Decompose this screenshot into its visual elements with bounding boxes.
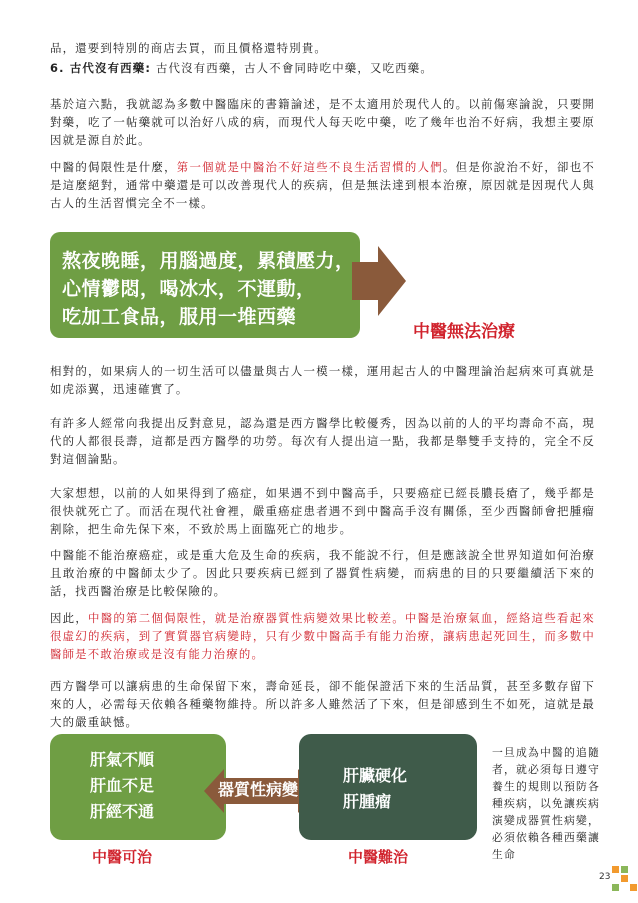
paragraph-2-part-a: 中醫的侷限性是什麼， — [50, 160, 177, 174]
box2-line-2: 肝腫瘤 — [343, 792, 392, 811]
hard-to-treat-box — [299, 734, 477, 840]
paragraph-2-part-b: 。但是你說治不好，卻也不是這麼絕對，通常中藥還是可以改善現代人的疾病，但是無法達到根本治療，原因就是因現代人與古人的生活習慣完全不一樣。 — [50, 160, 595, 210]
paragraph-7 — [50, 609, 595, 663]
paragraph-8: 西方醫學可以讓病患的生命保留下來，壽命延長，卻不能保證活下來的生活品質，甚至多數存留下來的人，必需每天依賴各種藥物維持。所以許多人雖然活了下來，但是卻感到生不如死，這就是最大的嚴重缺憾。 — [50, 679, 595, 729]
paragraph-2 — [50, 158, 595, 212]
box1-line-3: 肝經不通 — [90, 802, 155, 821]
box2-line-1: 肝臟硬化 — [343, 766, 408, 785]
cannot-treat-label: 中醫無法治療 — [413, 322, 515, 342]
item-6-text: 古代沒有西藥，古人不會同時吃中藥，又吃西藥。 — [151, 61, 433, 75]
right-arrow-icon — [352, 244, 407, 318]
paragraph-4: 有許多人經常向我提出反對意見，認為還是西方醫學比較優秀，因為以前的人的平均壽命不高，現代的人都很長壽，這都是西方醫學的功勞。每次有人提出這一點，我都是舉雙手支持的，完全不反對這個論點。 — [50, 416, 595, 466]
organic-lesion-label: 器質性病變 — [218, 780, 299, 799]
item-6 — [50, 59, 595, 77]
banner-line-2: 心情鬱悶，喝冰水，不運動， — [62, 278, 316, 300]
paragraph-7-part-a: 因此， — [50, 611, 89, 625]
paragraph-7-highlight: 中醫的第二個侷限性，就是治療器質性病變效果比較差。中醫是治療氣血，經絡這些看起來很虛幻的疾病，到了實質器官病變時，只有少數中醫高手有能力治療，讓病患起死回生，而多數中醫師是不敢治療或是沒有能力治療的。 — [50, 611, 595, 661]
paragraph-top: 品，還要到特別的商店去買，而且價格還特別貴。 — [50, 41, 327, 55]
banner-line-1: 熬夜晚睡，用腦過度，累積壓力， — [62, 250, 355, 272]
treatable-conditions-box — [50, 734, 226, 840]
decor-square-orange-3 — [630, 884, 637, 891]
treatable-label: 中醫可治 — [92, 848, 153, 866]
paragraph-3: 相對的，如果病人的一切生活可以儘量與古人一模一樣，運用起古人的中醫理論治起病來可真就是如虎添翼，迅速確實了。 — [50, 364, 595, 396]
decor-square-green-2 — [612, 884, 619, 891]
paragraph-2-highlight: 第一個就是中醫治不好這些不良生活習慣的人們 — [176, 160, 443, 174]
lifestyle-banner — [50, 232, 360, 338]
decor-square-orange — [612, 866, 619, 873]
paragraph-6: 中醫能不能治療癌症，或是重大危及生命的疾病，我不能說不行，但是應該說全世界知道如何治療且敢治療的中醫師太少了。因此只要疾病已經到了器質性病變，而病患的目的只要繼續活下來的話，找西醫治療是比較保險的。 — [50, 548, 595, 598]
box1-line-1: 肝氣不順 — [90, 750, 155, 769]
hard-to-treat-label: 中醫難治 — [348, 848, 409, 866]
item-6-lead: 6. 古代沒有西藥: — [50, 61, 152, 75]
side-note: 一旦成為中醫的追隨者，就必須每日遵守養生的規則以預防各種疾病，以免讓疾病演變成器質性病變，必須依賴各種西藥讓生命 — [492, 746, 600, 861]
paragraph-1: 基於這六點，我就認為多數中醫臨床的書籍論述，是不太適用於現代人的。以前傷寒論說，只要開對藥，吃了一帖藥就可以治好八成的病，而現代人每天吃中藥，吃了幾年也治不好病，我想主要原因就是源自於此。 — [50, 97, 595, 147]
paragraph-5: 大家想想，以前的人如果得到了癌症，如果遇不到中醫高手，只要癌症已經長膿長瘡了，幾乎都是很快就死亡了。而活在現代社會裡，嚴重癌症患者遇不到中醫高手沒有關係，至少西醫師會把腫瘤割除，把生命先保下來，不致於馬上面臨死亡的地步。 — [50, 486, 595, 536]
decor-square-green — [621, 866, 628, 873]
page-number: 23 — [599, 872, 611, 882]
box1-line-2: 肝血不足 — [90, 776, 155, 795]
banner-line-3: 吃加工食品，服用一堆西藥 — [62, 306, 297, 328]
decor-square-orange-2 — [621, 875, 628, 882]
